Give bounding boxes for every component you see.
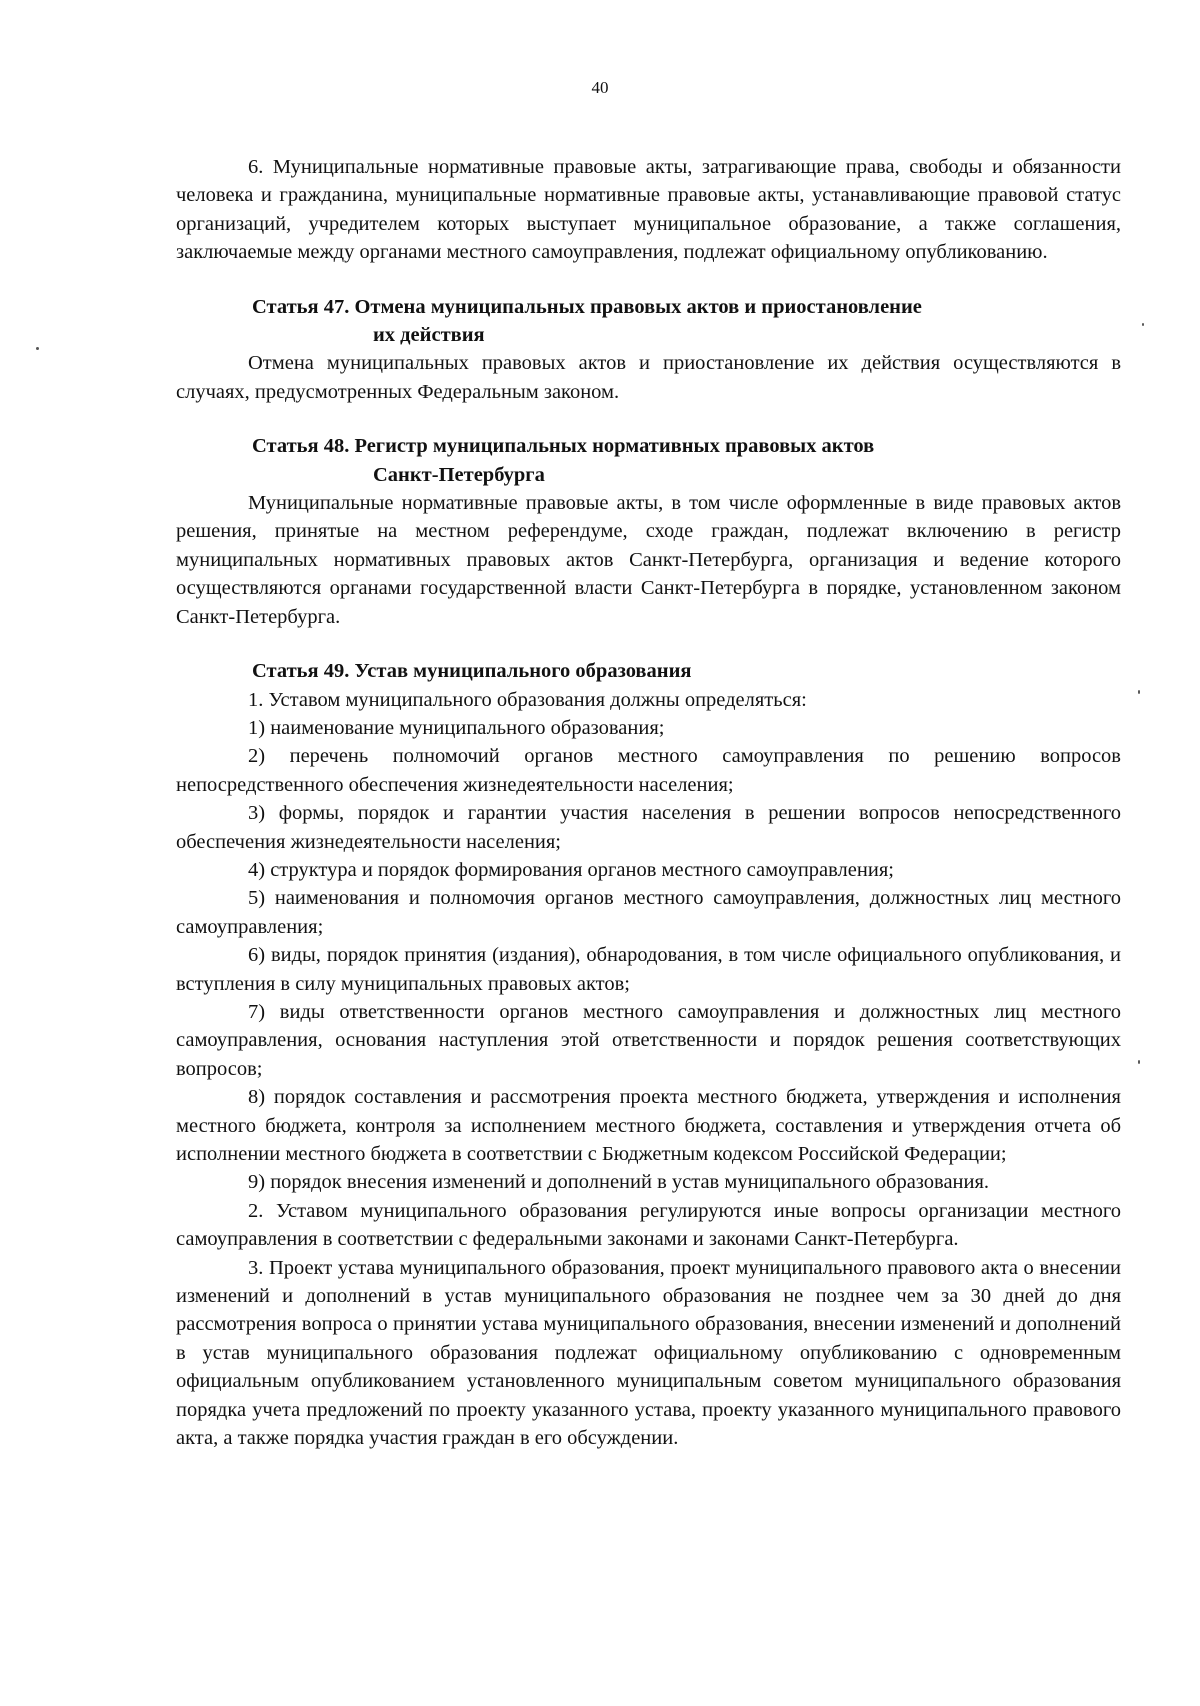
article-49-paragraph: 1. Уставом муниципального образования должны определяться: [248, 688, 807, 711]
scan-speck [1142, 323, 1144, 326]
article-49-paragraph: 7) виды ответственности органов местного самоуправления и должностных лиц местного самоуправления, основания наступления этой ответственности и порядок решения соответствующих вопросов; [176, 1000, 1121, 1080]
article-49-heading: Статья 49. Устав муниципального образования [252, 660, 692, 683]
article-49-paragraph: 4) структура и порядок формирования органов местного самоуправления; [248, 858, 894, 881]
article-49-paragraph: 1) наименование муниципального образования; [248, 716, 665, 739]
paragraph-6-official-publication: 6. Муниципальные нормативные правовые акты, затрагивающие права, свободы и обязанности человека и гражданина, муниципальные нормативные правовые акты, устанавливающие правовой статус организаций, учредителем которых выступает муниципальное образование, а также соглашения, заключаемые между органами местного самоуправления, подлежат официальному опубликованию. [176, 156, 1121, 264]
scan-speck [36, 347, 39, 350]
article-48-heading [176, 432, 1121, 489]
scan-speck [1138, 690, 1140, 694]
article-49-paragraph: 9) порядок внесения изменений и дополнений в устав муниципального образования. [248, 1171, 990, 1194]
article-49-paragraph: 2) перечень полномочий органов местного самоуправления по решению вопросов непосредственного обеспечения жизнедеятельности населения; [176, 745, 1121, 796]
article-49-paragraph: 2. Уставом муниципального образования регулируются иные вопросы организации местного самоуправления в соответствии с федеральными законами и законами Санкт-Петербурга. [176, 1199, 1121, 1251]
scan-speck [1138, 1060, 1140, 1064]
article-49-paragraph: 5) наименования и полномочия органов местного самоуправления, должностных лиц местного самоуправления; [176, 887, 1121, 938]
article-47-text: Отмена муниципальных правовых актов и приостановление их действия осуществляются в случаях, предусмотренных Федеральным законом. [176, 352, 1121, 403]
article-47-heading-line1: Статья 47. Отмена муниципальных правовых актов и приостановление [252, 295, 922, 318]
article-49-paragraph: 6) виды, порядок принятия (издания), обнародования, в том числе официального опубликования, и вступления в силу муниципальных правовых актов; [176, 944, 1121, 995]
article-48-heading-line1: Статья 48. Регистр муниципальных нормативных правовых актов [252, 435, 875, 458]
article-47-heading-line2: их действия [373, 324, 485, 347]
page-number: 40 [591, 78, 609, 97]
article-49-paragraph: 3. Проект устава муниципального образования, проект муниципального правового акта о внесении изменений и дополнений в устав муниципального образования не позднее чем за 30 дней до дня рассмотрения вопроса о принятии устава муниципального образования, внесении изменений и дополнений в устав муниципального образования подлежат официальному опубликованию с одновременным официальным опубликованием установленного муниципальным советом муниципального образования порядка учета предложений по проекту указанного устава, проекту указанного муниципального правового акта, а также порядка участия граждан в его обсуждении. [176, 1256, 1121, 1450]
article-47-heading [176, 293, 1121, 350]
article-49-paragraph: 3) формы, порядок и гарантии участия населения в решении вопросов непосредственного обеспечения жизнедеятельности населения; [176, 802, 1121, 853]
article-48-heading-line2: Санкт-Петербурга [373, 463, 545, 486]
article-48-text: Муниципальные нормативные правовые акты, в том числе оформленные в виде правовых актов решения, принятые на местном референдуме, сходе граждан, подлежат включению в регистр муниципальных нормативных правовых актов Санкт-Петербурга, организация и ведение которого осуществляются органами государственной власти Санкт-Петербурга в порядке, установленном законом Санкт-Петербурга. [176, 492, 1121, 628]
document-body [176, 153, 1121, 1452]
article-49-paragraph: 8) порядок составления и рассмотрения проекта местного бюджета, утверждения и исполнения местного бюджета, контроля за исполнением местного бюджета, составления и утверждения отчета об исполнении местного бюджета в соответствии с Бюджетным кодексом Российской Федерации; [176, 1086, 1121, 1165]
